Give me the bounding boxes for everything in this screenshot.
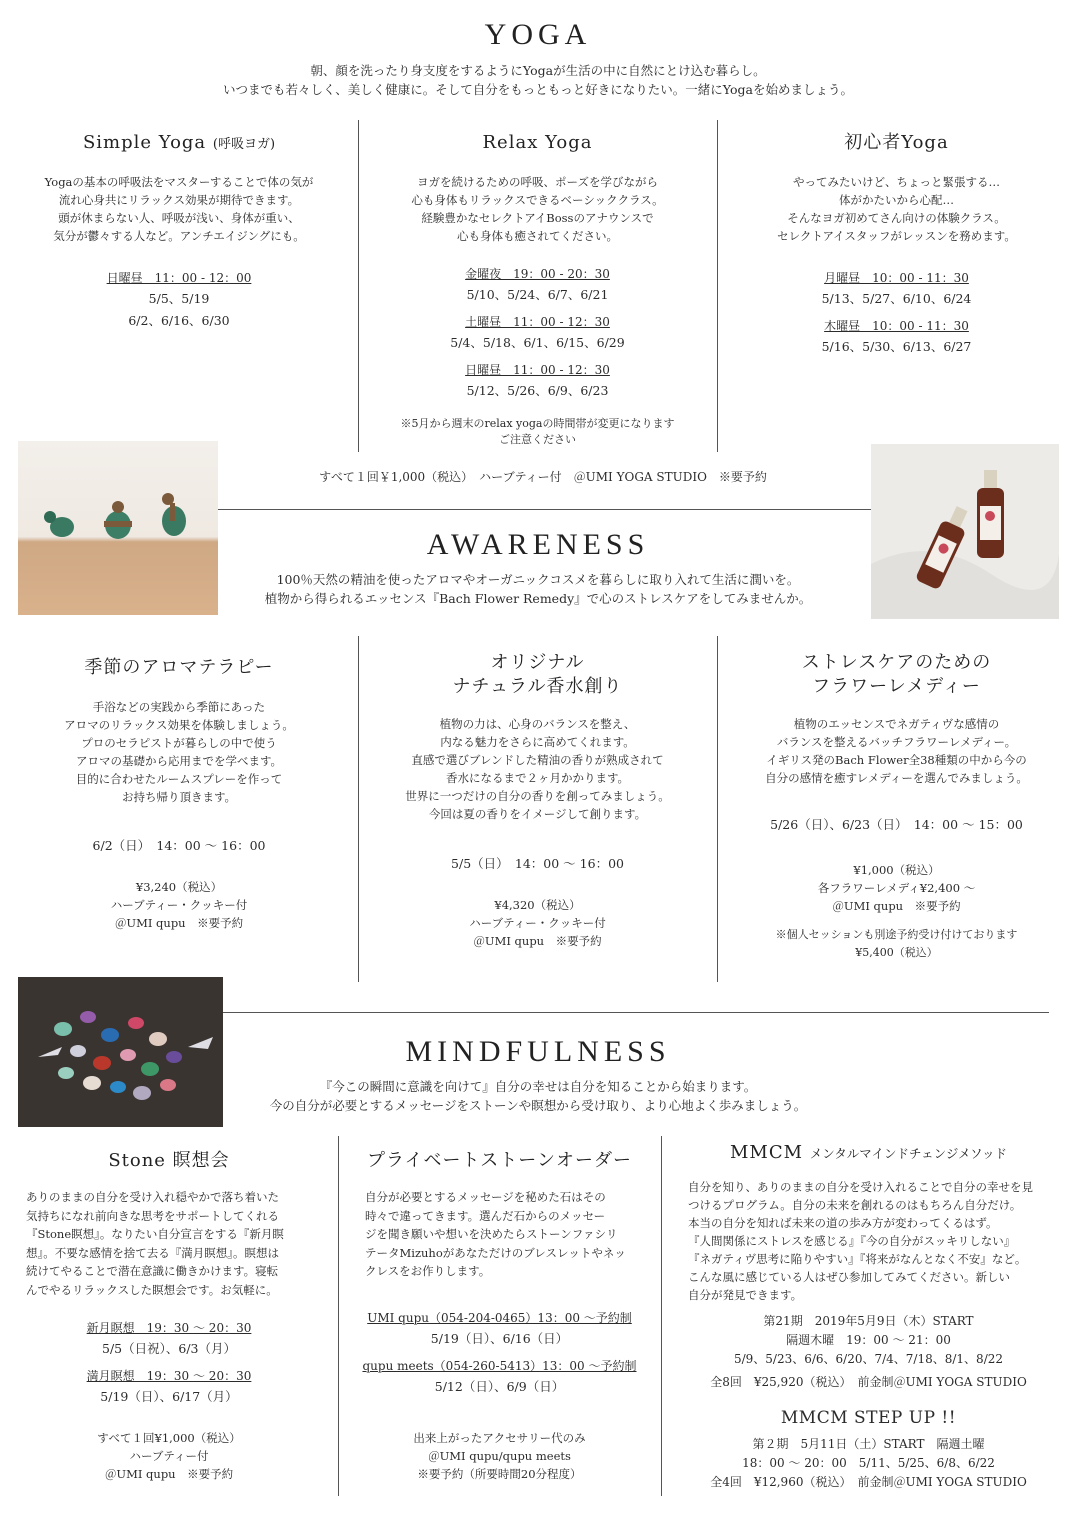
mindfulness-title: MINDFULNESS xyxy=(405,1035,671,1068)
mmcm-description: 自分を知り、ありのままの自分を受け入れることで自分の幸せを見 つけるプログラム。自分の未来を創れるのはもちろん自分だけ。 本当の自分を知れば未来の道の歩み方が変わってくるはず。 『人間関係にストレスを感じる』『今の自分がスッキリしない』 『ネガティヴ思考に陥りやすい』『将来がなんとなく不安』など。 こんな風に感じている人はぜひ参加してみてください。新しい 自分が発見できます。 xyxy=(688,1180,1033,1302)
stone-order-title: プライベートストーンオーダー xyxy=(367,1150,632,1171)
stone-order-price-block: 出来上がったアクセサリー代のみ ＠UMI qupu/qupu meets ※要予約（所要時間20分程度） xyxy=(413,1431,586,1481)
perfume-price-block: ¥4,320（税込） ハーブティー・クッキー付 ＠UMI qupu ※要予約 xyxy=(469,898,606,948)
perfume-title: オリジナル ナチュラル香水創り xyxy=(452,652,623,697)
flower-remedy-price-block: ¥1,000（税込） 各フラワーレメディ¥2,400 〜 ＠UMI qupu ※要予約 xyxy=(817,863,976,913)
beginner-yoga-schedule: 月曜昼 10：00 - 11：30 5/13、5/27、6/10、6/24 木曜昼 10：00 - 11：30 5/16、5/30、6/13、6/27 xyxy=(821,271,972,354)
yoga-lead-2: いつまでも若々しく、美しく健康に。そして自分をもっともっと好きになりたい。一緒にYogaを始めましょう。 xyxy=(223,82,853,97)
section-divider xyxy=(218,509,871,510)
simple-yoga-description: Yogaの基本の呼吸法をマスターすることで体の気が 流れ心身共にリラックス効果が期待できます。 頭が休まらない人、呼吸が浅い、身体が重い、 気分が鬱々する人など。アンチエイジングにも。 xyxy=(44,175,314,243)
mmcm-title: MMCM メンタルマインドチェンジメソッド xyxy=(729,1142,1007,1163)
mmcm-schedule: 第21期 2019年5月9日（木）START 隔週木曜 19：00 〜 21：00 5/9、5/23、6/6、6/20、7/4、7/18、8/1、8/22 全8回 ¥25,920（税込） 前金制＠UMI YOGA STUDIO xyxy=(710,1314,1027,1389)
stone-order-schedule: UMI qupu（054-204-0465）13：00 〜予約制 5/19（日）、6/16（日） qupu meets（054-260-5413）13：00 〜予約制 5/12（日）、6/9（日） xyxy=(362,1311,637,1394)
mindfulness-lead-2: 今の自分が必要とするメッセージをストーンや瞑想から受け取り、より心地よく歩みましょう。 xyxy=(269,1098,807,1113)
relax-yoga-description: ヨガを続けるための呼吸、ポーズを学びながら 心も身体もリラックスできるベーシッククラス。 経験豊かなセレクトアイBossのアナウンスで 心も身体も癒されてください。 xyxy=(411,175,664,243)
aroma-date: 6/2（日） 14：00 〜 16：00 xyxy=(92,838,266,853)
stone-meditation-description: ありのままの自分を受け入れ穏やかで落ち着いた 気持ちになれ前向きな思考をサポートしてくれる 『Stone瞑想』。なりたい自分宣言をする『新月瞑 想』。不要な感情を捨て去る『満月瞑想』。瞑想は 続けてやることで潜在意識に働きかけます。寝転 んでやるリラックスした瞑想会です。お気軽に。 xyxy=(26,1190,284,1297)
simple-yoga-title: Simple Yoga (呼吸ヨガ) xyxy=(82,132,276,153)
simple-yoga-schedule: 日曜昼 11：00 - 12：00 5/5、5/19 6/2、6/16、6/30 xyxy=(106,271,252,328)
flower-remedy-note: ※個人セッションも別途予約受け付けております ¥5,400（税込） xyxy=(775,928,1018,959)
mindfulness-lead-1: 『今この瞬間に意識を向けて』自分の幸せは自分を知ることから始まります。 xyxy=(319,1079,757,1094)
relax-yoga-schedule: 金曜夜 19：00 - 20：30 5/10、5/24、6/7、6/21 土曜昼 11：00 - 12：30 5/4、5/18、6/1、6/15、6/29 日曜昼 11：00 - 12：30 5/12、5/26、6/9、6/23 xyxy=(450,267,625,398)
perfume-date: 5/5（日） 14：00 〜 16：00 xyxy=(451,856,624,871)
aroma-description: 手浴などの実践から季節にあった アロマのリラックス効果を体験しましょう。 プロのセラピストが暮らしの中で使う アロマの基礎から応用までを学べます。 目的に合わせたルームスプレーを作って お持ち帰り頂きます。 xyxy=(64,700,294,804)
perfume-description: 植物の力は、心身のバランスを整え、 内なる魅力をさらに高めてくれます。 直感で選びブレンドした精油の香りが熟成されて 香水になるまで２ヶ月かかります。 世界に一つだけの自分の香りを創ってみましょう。 今回は夏の香りをイメージして創ります。 xyxy=(405,717,670,821)
flower-remedy-description: 植物のエッセンスでネガティヴな感情の バランスを整えるバッチフラワーレメディー。 イギリス発のBach Flower全38種類の中から今の 自分の感情を癒すレメディーを選んでみましょう。 xyxy=(765,717,1028,785)
mmcm-stepup-schedule: 第２期 5月11日（土）START 隔週土曜 18：00 〜 20：00 5/11、5/25、6/8、6/22 全4回 ¥12,960（税込） 前金制＠UMI YOGA STUDIO xyxy=(710,1437,1027,1489)
awareness-lead-2: 植物から得られるエッセンス『Bach Flower Remedy』で心のストレスケアをしてみませんか。 xyxy=(264,591,812,606)
flower-remedy-date: 5/26（日）、6/23（日） 14：00 〜 15：00 xyxy=(770,817,1023,832)
stone-order-description: 自分が必要とするメッセージを秘めた石はその 時々で違ってきます。選んだ石からのメッセー ジを聞き願いや想いを決めたらストーンファシリ テータMizuhoがあなただけのブレスレットやネッ クレスをお作りします。 xyxy=(365,1190,626,1278)
stone-meditation-schedule: 新月瞑想 19：30 〜 20：30 5/5（日祝）、6/3（月） 満月瞑想 19：30 〜 20：30 5/19（日）、6/17（月） xyxy=(86,1321,252,1404)
relax-yoga-title: Relax Yoga xyxy=(482,132,593,153)
relax-yoga-note: ※5月から週末のrelax yogaの時間帯が変更になります ご注意ください xyxy=(400,417,675,446)
stone-meditation-title: Stone 瞑想会 xyxy=(108,1150,230,1171)
mmcm-stepup-title: MMCM STEP UP !! xyxy=(780,1408,957,1428)
yoga-footer: すべて１回￥1,000（税込） ハーブティー付 ＠UMI YOGA STUDIO ※要予約 xyxy=(319,470,767,484)
awareness-lead-1: 100％天然の精油を使ったアロマやオーガニックコスメを暮らしに取り入れて生活に潤いを。 xyxy=(276,572,800,587)
stone-meditation-price-block: すべて１回¥1,000（税込） ハーブティー付 ＠UMI qupu ※要予約 xyxy=(97,1431,241,1481)
yoga-lead-1: 朝、顔を洗ったり身支度をするようにYogaが生活の中に自然にとけ込む暮らし。 xyxy=(310,63,766,78)
section-divider xyxy=(223,1012,1049,1013)
awareness-title: AWARENESS xyxy=(426,528,650,561)
flower-remedy-title: ストレスケアのための フラワーレメディー xyxy=(801,652,992,697)
aroma-price-block: ¥3,240（税込） ハーブティー・クッキー付 ＠UMI qupu ※要予約 xyxy=(110,880,248,930)
beginner-yoga-description: やってみたいけど、ちょっと緊張する… 体がかたいから心配… そんなヨガ初めてさん向けの体験クラス。 セレクトアイスタッフがレッスンを務めます。 xyxy=(777,175,1016,243)
yoga-title: YOGA xyxy=(484,18,592,51)
beginner-yoga-title: 初心者Yoga xyxy=(844,132,949,153)
aroma-title: 季節のアロマテラピー xyxy=(84,657,274,678)
